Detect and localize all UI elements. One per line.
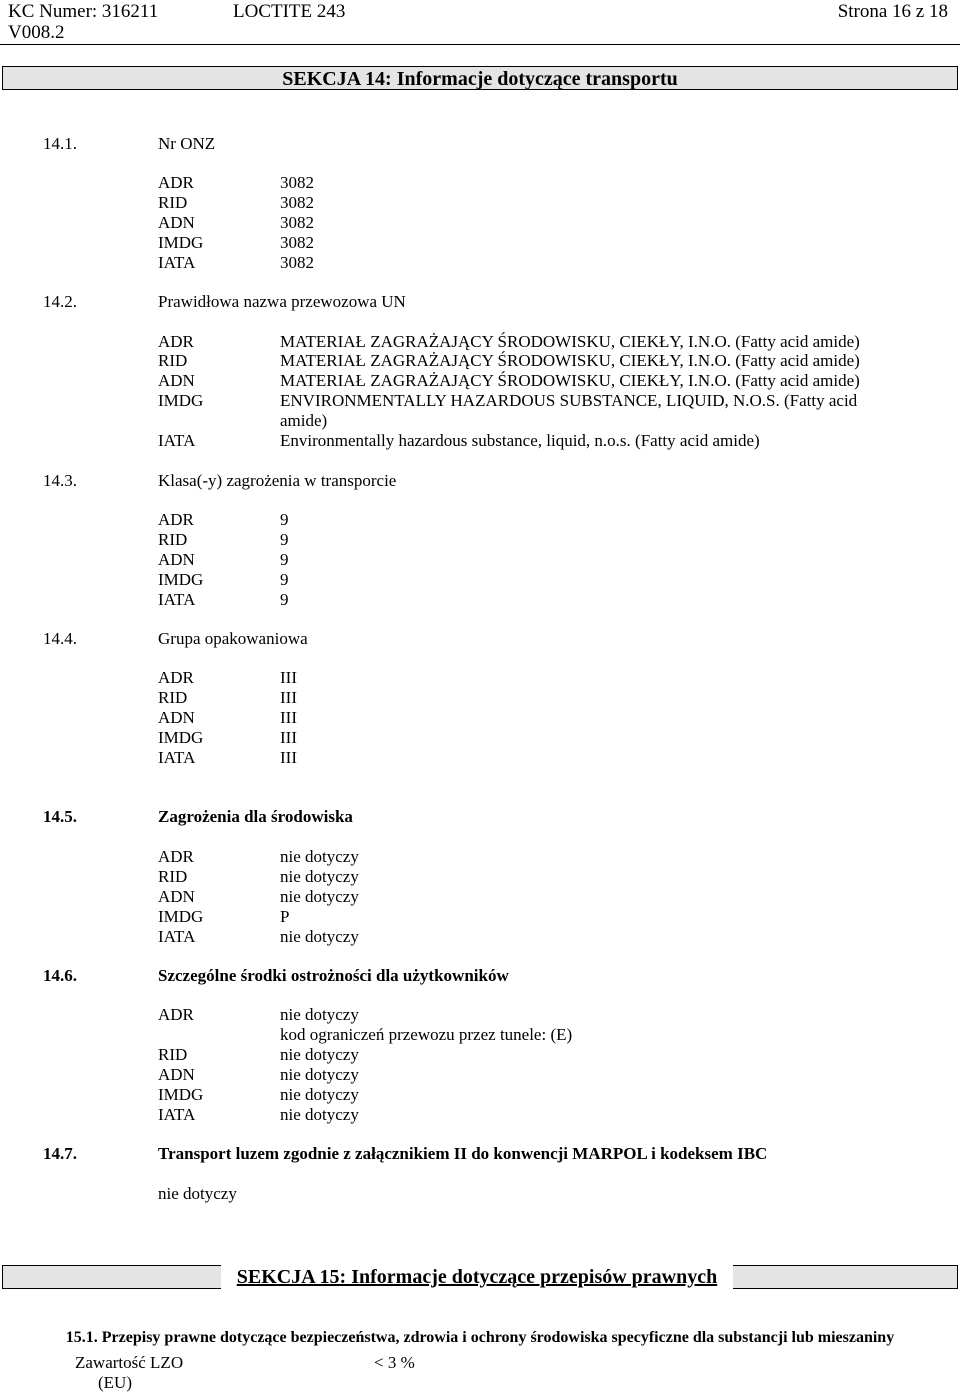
subsection-number: 14.4. bbox=[43, 629, 77, 648]
row-value: nie dotyczy bbox=[280, 887, 359, 906]
transport-mode: IMDG bbox=[158, 570, 204, 589]
row-value: 9 bbox=[280, 550, 289, 569]
transport-mode: ADR bbox=[158, 173, 194, 192]
transport-mode: ADR bbox=[158, 668, 194, 687]
kc-number: KC Numer: 316211 bbox=[8, 1, 159, 22]
transport-mode: ADN bbox=[158, 1065, 195, 1084]
transport-mode: IMDG bbox=[158, 233, 204, 252]
transport-mode: RID bbox=[158, 867, 188, 886]
voc-label: Zawartość LZO bbox=[75, 1353, 184, 1372]
transport-mode: IATA bbox=[158, 431, 196, 450]
row-value: nie dotyczy bbox=[280, 1065, 359, 1084]
row-value: III bbox=[280, 728, 297, 747]
row-value: P bbox=[280, 907, 290, 926]
subsection-number: 14.1. bbox=[43, 134, 77, 153]
transport-mode: ADR bbox=[158, 847, 194, 866]
transport-mode: IMDG bbox=[158, 728, 204, 747]
subsection-title: Szczególne środki ostrożności dla użytkowników bbox=[158, 966, 509, 985]
transport-mode: ADR bbox=[158, 1005, 194, 1024]
row-value: nie dotyczy bbox=[280, 867, 359, 886]
row-value: III bbox=[280, 708, 297, 727]
subsection-number: 14.5. bbox=[43, 807, 77, 826]
row-value: III bbox=[280, 688, 297, 707]
row-value: MATERIAŁ ZAGRAŻAJĄCY ŚRODOWISKU, CIEKŁY, I.N.O. (Fatty acid amide) bbox=[280, 351, 860, 370]
transport-mode: IMDG bbox=[158, 391, 204, 410]
transport-mode: IMDG bbox=[158, 907, 204, 926]
subsection-number: 14.3. bbox=[43, 471, 77, 490]
subsection-title: Grupa opakowaniowa bbox=[158, 629, 308, 648]
subsection-number: 14.2. bbox=[43, 292, 77, 311]
row-value: nie dotyczy bbox=[280, 1085, 359, 1104]
transport-mode: ADN bbox=[158, 550, 195, 569]
transport-mode: ADR bbox=[158, 332, 194, 351]
row-value: 3082 bbox=[280, 213, 314, 232]
transport-mode: ADR bbox=[158, 510, 194, 529]
section-15-title: SEKCJA 15: Informacje dotyczące przepisów prawnych bbox=[221, 1265, 733, 1289]
row-value: nie dotyczy bbox=[280, 1105, 359, 1124]
subsection-number: 14.6. bbox=[43, 966, 77, 985]
row-value-continued: amide) bbox=[280, 411, 328, 430]
subsection-title: Transport luzem zgodnie z załącznikiem II do konwencji MARPOL i kodeksem IBC bbox=[158, 1144, 768, 1163]
row-value: 3082 bbox=[280, 173, 314, 192]
transport-mode: IATA bbox=[158, 927, 196, 946]
transport-mode: RID bbox=[158, 351, 188, 370]
row-value: 9 bbox=[280, 530, 289, 549]
row-value: 3082 bbox=[280, 233, 314, 252]
row-value: MATERIAŁ ZAGRAŻAJĄCY ŚRODOWISKU, CIEKŁY, I.N.O. (Fatty acid amide) bbox=[280, 332, 860, 351]
transport-mode: RID bbox=[158, 1045, 188, 1064]
subsection-title: Klasa(-y) zagrożenia w transporcie bbox=[158, 471, 397, 490]
transport-mode: RID bbox=[158, 530, 188, 549]
product-name: LOCTITE 243 bbox=[233, 1, 346, 22]
row-value: III bbox=[280, 668, 297, 687]
transport-mode: IATA bbox=[158, 590, 196, 609]
subsection-title: Nr ONZ bbox=[158, 134, 216, 153]
subsection-title: Prawidłowa nazwa przewozowa UN bbox=[158, 292, 406, 311]
voc-value: < 3 % bbox=[374, 1353, 415, 1372]
row-value: nie dotyczy bbox=[280, 1045, 359, 1064]
version: V008.2 bbox=[8, 22, 65, 43]
row-value: 9 bbox=[280, 590, 289, 609]
tunnel-code: kod ograniczeń przewozu przez tunele: (E) bbox=[280, 1025, 573, 1044]
subsection-title: Zagrożenia dla środowiska bbox=[158, 807, 353, 826]
transport-mode: IATA bbox=[158, 1105, 196, 1124]
subsection-title: 15.1. Przepisy prawne dotyczące bezpieczeństwa, zdrowia i ochrony środowiska specyficzne dla substancji lub mieszaniny bbox=[65, 1329, 895, 1346]
transport-mode: IATA bbox=[158, 253, 196, 272]
row-value: Environmentally hazardous substance, liquid, n.o.s. (Fatty acid amide) bbox=[280, 431, 760, 450]
row-value: 3082 bbox=[280, 193, 314, 212]
row-value: ENVIRONMENTALLY HAZARDOUS SUBSTANCE, LIQUID, N.O.S. (Fatty acid bbox=[280, 391, 858, 410]
transport-mode: IMDG bbox=[158, 1085, 204, 1104]
subsection-number: 14.7. bbox=[43, 1144, 77, 1163]
row-value: 3082 bbox=[280, 253, 314, 272]
transport-mode: ADN bbox=[158, 213, 195, 232]
voc-label-continued: (EU) bbox=[98, 1373, 132, 1392]
transport-mode: RID bbox=[158, 193, 188, 212]
section-14-title: SEKCJA 14: Informacje dotyczące transportu bbox=[282, 68, 678, 90]
row-value: nie dotyczy bbox=[280, 1005, 359, 1024]
transport-mode: ADN bbox=[158, 708, 195, 727]
row-value: 9 bbox=[280, 510, 289, 529]
page-number: Strona 16 z 18 bbox=[837, 1, 948, 22]
marpol-value: nie dotyczy bbox=[158, 1184, 237, 1203]
row-value: III bbox=[280, 748, 297, 767]
row-value: nie dotyczy bbox=[280, 927, 359, 946]
transport-mode: ADN bbox=[158, 887, 195, 906]
header-divider bbox=[0, 44, 960, 45]
transport-mode: ADN bbox=[158, 371, 195, 390]
row-value: nie dotyczy bbox=[280, 847, 359, 866]
row-value: 9 bbox=[280, 570, 289, 589]
transport-mode: RID bbox=[158, 688, 188, 707]
row-value: MATERIAŁ ZAGRAŻAJĄCY ŚRODOWISKU, CIEKŁY, I.N.O. (Fatty acid amide) bbox=[280, 371, 860, 390]
transport-mode: IATA bbox=[158, 748, 196, 767]
